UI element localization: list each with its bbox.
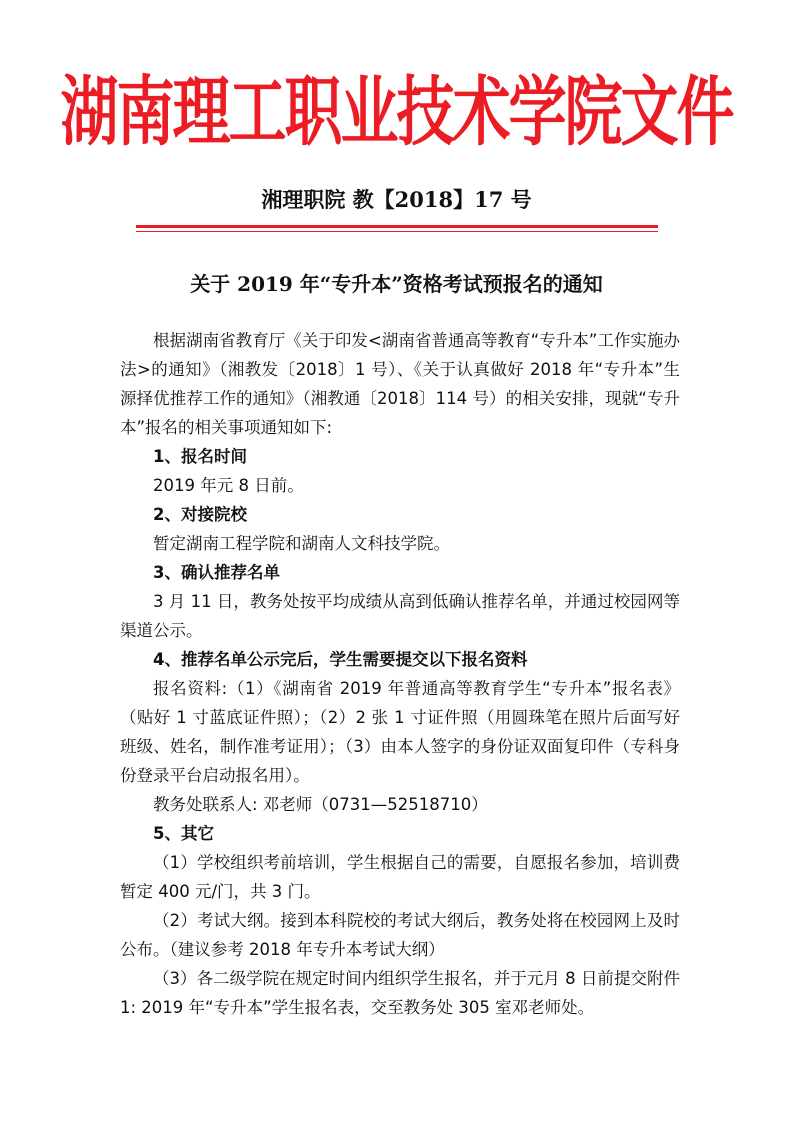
section-heading-other: 5、其它: [153, 824, 214, 843]
header-red-rule: [136, 225, 658, 228]
document-number: 湘理职院 教【2018】17 号: [261, 187, 532, 212]
section-paragraph: 暂定湖南工程学院和湖南人文科技学院。: [153, 534, 450, 553]
contact-paragraph: 教务处联系人: 邓老师（0731—52518710）: [153, 795, 488, 814]
notice-body: [120, 326, 680, 1022]
document-header-title: 湖南理工职业技术学院文件: [60, 67, 733, 157]
header-red-rule-thin: [136, 231, 658, 232]
notice-title: 关于 2019 年“专升本”资格考试预报名的通知: [190, 272, 603, 296]
section-paragraph: （3）各二级学院在规定时间内组织学生报名，并于元月 8 日前提交附件 1: 2019 年“专升本”学生报名表，交至教务处 305 室邓老师处。: [120, 969, 680, 1017]
intro-paragraph: 根据湖南省教育厅《关于印发<湖南省普通高等教育“专升本”工作实施办法>的通知》（湘教发〔2018〕1 号）、《关于认真做好 2018 年“专升本”生源择优推荐工作的通知》（湘教通〔2018〕114 号）的相关安排，现就“专升本”报名的相关事项通知如下:: [120, 331, 680, 437]
section-heading-confirm-list: 3、确认推荐名单: [153, 563, 280, 582]
section-heading-required-materials: 4、推荐名单公示完后，学生需要提交以下报名资料: [153, 650, 528, 669]
section-paragraph: 3 月 11 日，教务处按平均成绩从高到低确认推荐名单，并通过校园网等渠道公示。: [120, 592, 680, 640]
section-paragraph: 报名资料:（1）《湖南省 2019 年普通高等教育学生“专升本”报名表》（贴好 1 寸蓝底证件照）；（2）2 张 1 寸证件照（用圆珠笔在照片后面写好班级、姓名，制作准考证用）；（3）由本人签字的身份证双面复印件（专科身份登录平台启动报名用）。: [120, 679, 680, 785]
section-paragraph: （2）考试大纲。接到本科院校的考试大纲后，教务处将在校园网上及时公布。（建议参考 2018 年专升本考试大纲）: [120, 911, 680, 959]
section-heading-partner-schools: 2、对接院校: [153, 505, 247, 524]
section-paragraph: （1）学校组织考前培训，学生根据自己的需要，自愿报名参加，培训费暂定 400 元/门，共 3 门。: [120, 853, 680, 901]
section-paragraph: 2019 年元 8 日前。: [153, 476, 304, 495]
section-heading-registration-time: 1、报名时间: [153, 447, 247, 466]
